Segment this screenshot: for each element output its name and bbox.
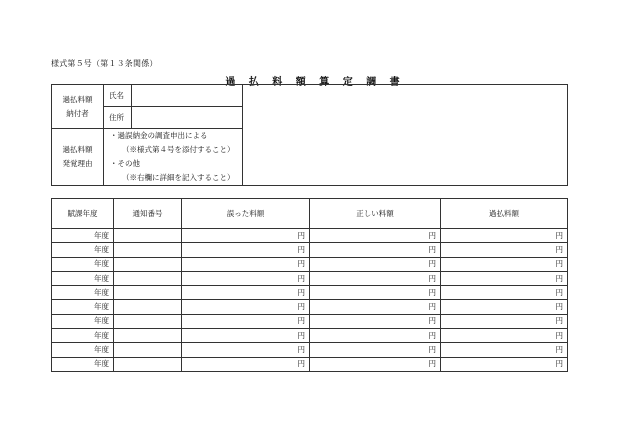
correct-amount-cell[interactable]: 円 bbox=[310, 300, 441, 314]
overpaid-amount-cell[interactable]: 円 bbox=[441, 271, 568, 285]
wrong-amount-cell[interactable]: 円 bbox=[182, 314, 310, 328]
notice-number-cell[interactable] bbox=[114, 314, 182, 328]
column-header-notice-number: 通知番号 bbox=[114, 199, 182, 229]
correct-amount-cell[interactable]: 円 bbox=[310, 271, 441, 285]
overpaid-amount-cell[interactable]: 円 bbox=[441, 286, 568, 300]
notice-number-cell[interactable] bbox=[114, 357, 182, 371]
year-cell[interactable]: 年度 bbox=[52, 243, 114, 257]
overpaid-amount-cell[interactable]: 円 bbox=[441, 243, 568, 257]
notice-number-cell[interactable] bbox=[114, 257, 182, 271]
correct-amount-cell[interactable]: 円 bbox=[310, 286, 441, 300]
year-cell[interactable]: 年度 bbox=[52, 314, 114, 328]
year-cell[interactable]: 年度 bbox=[52, 271, 114, 285]
reason-option-other[interactable]: ・その他 bbox=[110, 159, 140, 168]
wrong-amount-cell[interactable]: 円 bbox=[182, 257, 310, 271]
reason-option-survey[interactable]: ・過誤納金の調査申出による bbox=[110, 131, 208, 140]
wrong-amount-cell[interactable]: 円 bbox=[182, 229, 310, 243]
table-row bbox=[52, 257, 568, 271]
wrong-amount-cell[interactable]: 円 bbox=[182, 329, 310, 343]
reason-heading-line1: 過払料額 bbox=[62, 145, 93, 154]
reason-heading-line2: 発覚理由 bbox=[62, 159, 93, 168]
correct-amount-cell[interactable]: 円 bbox=[310, 229, 441, 243]
notice-number-cell[interactable] bbox=[114, 300, 182, 314]
wrong-amount-cell[interactable]: 円 bbox=[182, 300, 310, 314]
name-label: 氏名 bbox=[104, 85, 132, 107]
overpaid-amount-cell[interactable]: 円 bbox=[441, 343, 568, 357]
table-row bbox=[52, 300, 568, 314]
details-field[interactable] bbox=[243, 85, 568, 186]
overpaid-amount-cell[interactable]: 円 bbox=[441, 329, 568, 343]
year-cell[interactable]: 年度 bbox=[52, 300, 114, 314]
year-cell[interactable]: 年度 bbox=[52, 229, 114, 243]
reason-option-other-note: （※右欄に詳細を記入すること） bbox=[122, 173, 235, 182]
calculation-table bbox=[51, 198, 568, 372]
column-header-wrong-amount: 誤った料額 bbox=[182, 199, 310, 229]
year-cell[interactable]: 年度 bbox=[52, 257, 114, 271]
overpaid-amount-cell[interactable]: 円 bbox=[441, 229, 568, 243]
table-row bbox=[52, 329, 568, 343]
payer-heading bbox=[52, 85, 104, 129]
overpaid-amount-cell[interactable]: 円 bbox=[441, 357, 568, 371]
column-header-correct-amount: 正しい料額 bbox=[310, 199, 441, 229]
overpaid-amount-cell[interactable]: 円 bbox=[441, 257, 568, 271]
notice-number-cell[interactable] bbox=[114, 243, 182, 257]
correct-amount-cell[interactable]: 円 bbox=[310, 257, 441, 271]
reason-option-survey-note: （※様式第４号を添付すること） bbox=[122, 145, 235, 154]
reason-options bbox=[104, 129, 243, 186]
address-label: 住所 bbox=[104, 107, 132, 129]
notice-number-cell[interactable] bbox=[114, 343, 182, 357]
notice-number-cell[interactable] bbox=[114, 286, 182, 300]
notice-number-cell[interactable] bbox=[114, 329, 182, 343]
table-row bbox=[52, 271, 568, 285]
overpaid-amount-cell[interactable]: 円 bbox=[441, 300, 568, 314]
table-row bbox=[52, 343, 568, 357]
year-cell[interactable]: 年度 bbox=[52, 286, 114, 300]
payer-info-table bbox=[51, 84, 568, 186]
wrong-amount-cell[interactable]: 円 bbox=[182, 271, 310, 285]
correct-amount-cell[interactable]: 円 bbox=[310, 243, 441, 257]
table-row bbox=[52, 357, 568, 371]
wrong-amount-cell[interactable]: 円 bbox=[182, 343, 310, 357]
payer-heading-line1: 過払料額 bbox=[62, 94, 93, 104]
year-cell[interactable]: 年度 bbox=[52, 329, 114, 343]
notice-number-cell[interactable] bbox=[114, 271, 182, 285]
year-cell[interactable]: 年度 bbox=[52, 343, 114, 357]
form-number: 様式第５号（第１３条関係） bbox=[51, 59, 158, 68]
correct-amount-cell[interactable]: 円 bbox=[310, 314, 441, 328]
correct-amount-cell[interactable]: 円 bbox=[310, 329, 441, 343]
correct-amount-cell[interactable]: 円 bbox=[310, 343, 441, 357]
reason-heading bbox=[52, 129, 104, 186]
notice-number-cell[interactable] bbox=[114, 229, 182, 243]
column-header-overpaid-amount: 過払料額 bbox=[441, 199, 568, 229]
wrong-amount-cell[interactable]: 円 bbox=[182, 357, 310, 371]
wrong-amount-cell[interactable]: 円 bbox=[182, 286, 310, 300]
overpaid-amount-cell[interactable]: 円 bbox=[441, 314, 568, 328]
wrong-amount-cell[interactable]: 円 bbox=[182, 243, 310, 257]
column-header-tax-year: 賦課年度 bbox=[52, 199, 114, 229]
address-field[interactable] bbox=[132, 107, 243, 129]
year-cell[interactable]: 年度 bbox=[52, 357, 114, 371]
table-row bbox=[52, 286, 568, 300]
name-field[interactable] bbox=[132, 85, 243, 107]
page-title: 過 払 料 額 算 定 調 書 bbox=[225, 77, 405, 88]
table-row bbox=[52, 229, 568, 243]
table-row bbox=[52, 243, 568, 257]
correct-amount-cell[interactable]: 円 bbox=[310, 357, 441, 371]
payer-heading-line2: 納付者 bbox=[66, 108, 89, 118]
table-row bbox=[52, 314, 568, 328]
